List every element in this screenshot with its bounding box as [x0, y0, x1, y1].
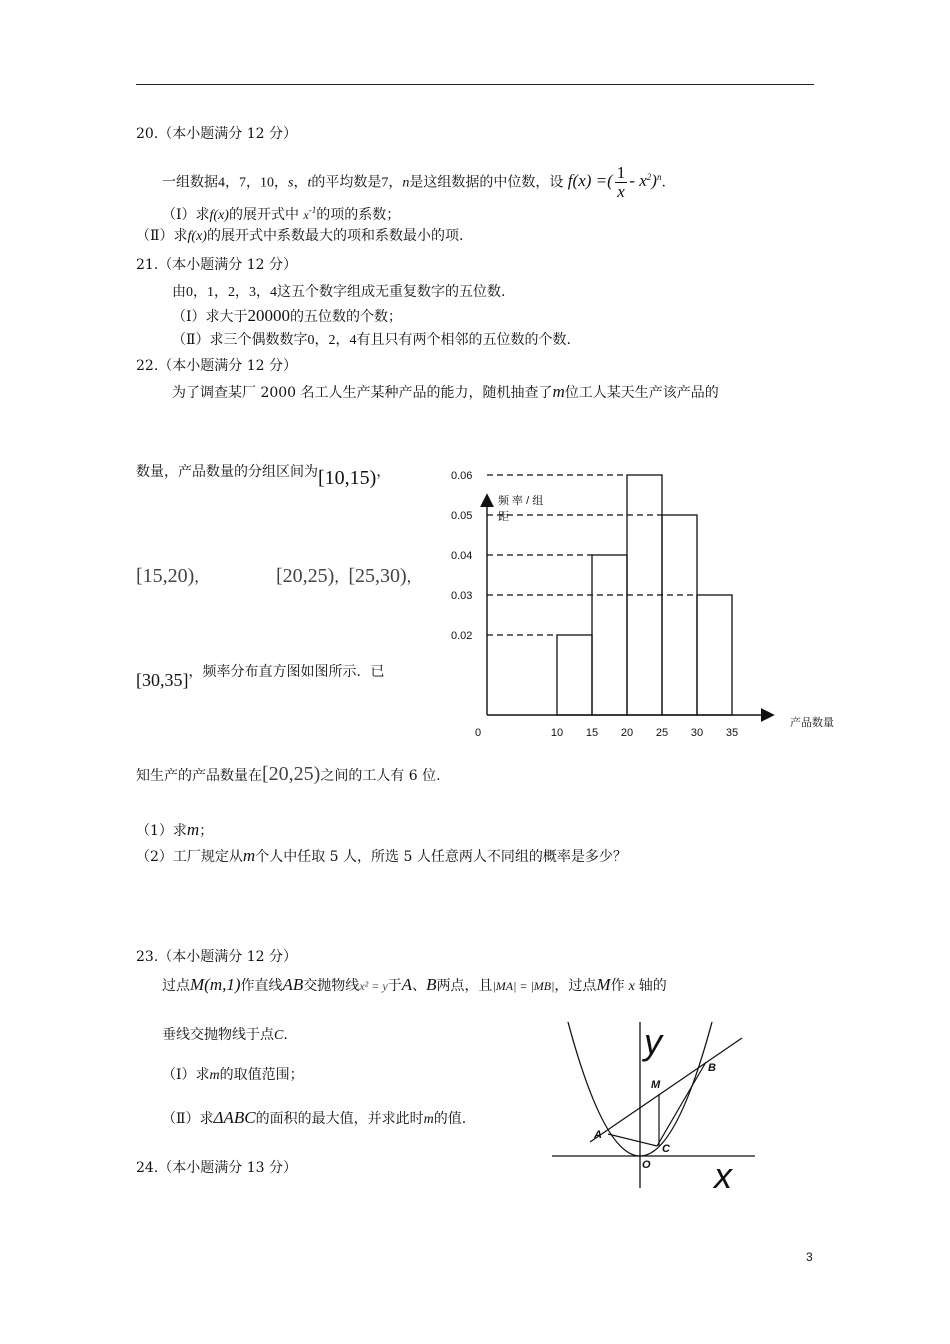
- hist-y-tick-label: 0.02: [451, 630, 473, 642]
- hist-x-tick-label: 10: [550, 727, 564, 739]
- hist-bar: [592, 555, 627, 715]
- q21-heading: 21.（本小题满分 12 分）: [136, 257, 297, 273]
- q20-part1: （Ⅰ）求f(x)的展开式中 $x^{-1}$的项的系数；: [162, 205, 401, 223]
- parabola-figure: [550, 1020, 790, 1200]
- fig-label-a: A: [594, 1129, 602, 1141]
- q20-statement: 一组数据4，7，10，s，t的平均数是7，n是这组数据的中位数，设 f(x) =( $\frac{1}{x}$ - $x^2)^n$.: [162, 163, 666, 201]
- q22-part2: （2）工厂规定从m个人中任取 5 人，所选 5 人任意两人不同组的概率是多少？: [136, 846, 627, 865]
- q22-interval-3-4: [20,25)，[25,30)，: [276, 565, 421, 587]
- hist-x-tick-label: 25: [655, 727, 669, 739]
- q22-line1: 为了调查某厂 2000 名工人生产某种产品的能力，随机抽查了m位工人某天生产该产品的: [172, 382, 719, 401]
- q20-fx: f(x): [209, 208, 229, 223]
- hist-y-tick-label: 0.06: [451, 470, 473, 482]
- hist-x-tick-label: 30: [690, 727, 704, 739]
- fig-segment-bc: [657, 1062, 706, 1146]
- q23-statement-2: 垂线交抛物线于点C.: [162, 1027, 288, 1043]
- q21-part2: （Ⅱ）求三个偶数数字0，2，4有且只有两个相邻的五位数的个数.: [172, 332, 571, 348]
- hist-bar: [557, 635, 592, 715]
- hist-y-tick-label: 0.04: [451, 550, 473, 562]
- hist-x-tick-label: 15: [585, 727, 599, 739]
- q21-statement: 由0，1，2，3，4这五个数字组成无重复数字的五位数.: [172, 284, 506, 300]
- hist-origin-label: 0: [475, 727, 482, 739]
- q22-heading: 22.（本小题满分 12 分）: [136, 358, 297, 374]
- hist-bar: [662, 515, 697, 715]
- fig-label-x: x: [714, 1155, 732, 1196]
- hist-y-axis-label: [498, 493, 543, 523]
- q22-line4: 知生产的产品数量在[20,25)之间的工人有 6 位.: [136, 763, 441, 785]
- q22-interval-2: [15,20)，: [136, 565, 209, 587]
- q20-part2: （Ⅱ）求f(x)的展开式中系数最大的项和系数最小的项.: [136, 228, 464, 244]
- q22-line2: 数量，产品数量的分组区间为[10,15)，: [136, 464, 391, 489]
- q21-part1: （Ⅰ）求大于20000的五位数的个数；: [172, 306, 403, 325]
- fig-label-o: O: [642, 1159, 651, 1171]
- q23-heading: 23.（本小题满分 12 分）: [136, 949, 297, 965]
- frequency-histogram: [440, 470, 860, 748]
- hist-y-tick-label: 0.05: [451, 510, 473, 522]
- header-rule: [136, 84, 814, 85]
- fig-label-c: C: [662, 1143, 670, 1155]
- page-number: 3: [806, 1250, 813, 1264]
- fig-label-m: M: [651, 1079, 661, 1091]
- fig-label-b: B: [708, 1062, 716, 1074]
- hist-x-axis-label: 产品数量: [790, 717, 834, 729]
- q20-heading: 20.（本小题满分 12 分）: [136, 126, 297, 142]
- q23-part2: （Ⅱ）求ΔABC的面积的最大值，并求此时m的值.: [162, 1108, 467, 1127]
- hist-y-axis-label-line2: 距: [498, 511, 509, 523]
- hist-bar: [697, 595, 732, 715]
- hist-x-tick-label: 20: [620, 727, 634, 739]
- q23-statement: 过点M(m,1)作直线AB交抛物线x² = y于A、B两点，且|MA| = |MB|，过点M作 x 轴的: [162, 975, 667, 994]
- q24-heading: 24.（本小题满分 13 分）: [136, 1160, 297, 1176]
- hist-x-tick-label: 35: [725, 727, 739, 739]
- q22-line3: [30,35]，频率分布直方图如图所示．已: [136, 664, 385, 690]
- hist-y-tick-label: 0.03: [451, 590, 473, 602]
- q20-fx-2: f(x): [187, 229, 207, 244]
- q23-part1: （Ⅰ）求m的取值范围；: [162, 1067, 304, 1083]
- hist-y-axis-label-line1: 频 率 / 组: [498, 495, 544, 507]
- q20-function-definition: f(x) =( $\frac{1}{x}$ - $x^2)^n$: [567, 163, 662, 201]
- q20-x-inverse: $x^{-1}$: [303, 205, 317, 222]
- q22-part1: （1）求m；: [136, 820, 214, 839]
- fig-line-ab: [590, 1038, 742, 1142]
- fig-label-y: y: [644, 1021, 662, 1062]
